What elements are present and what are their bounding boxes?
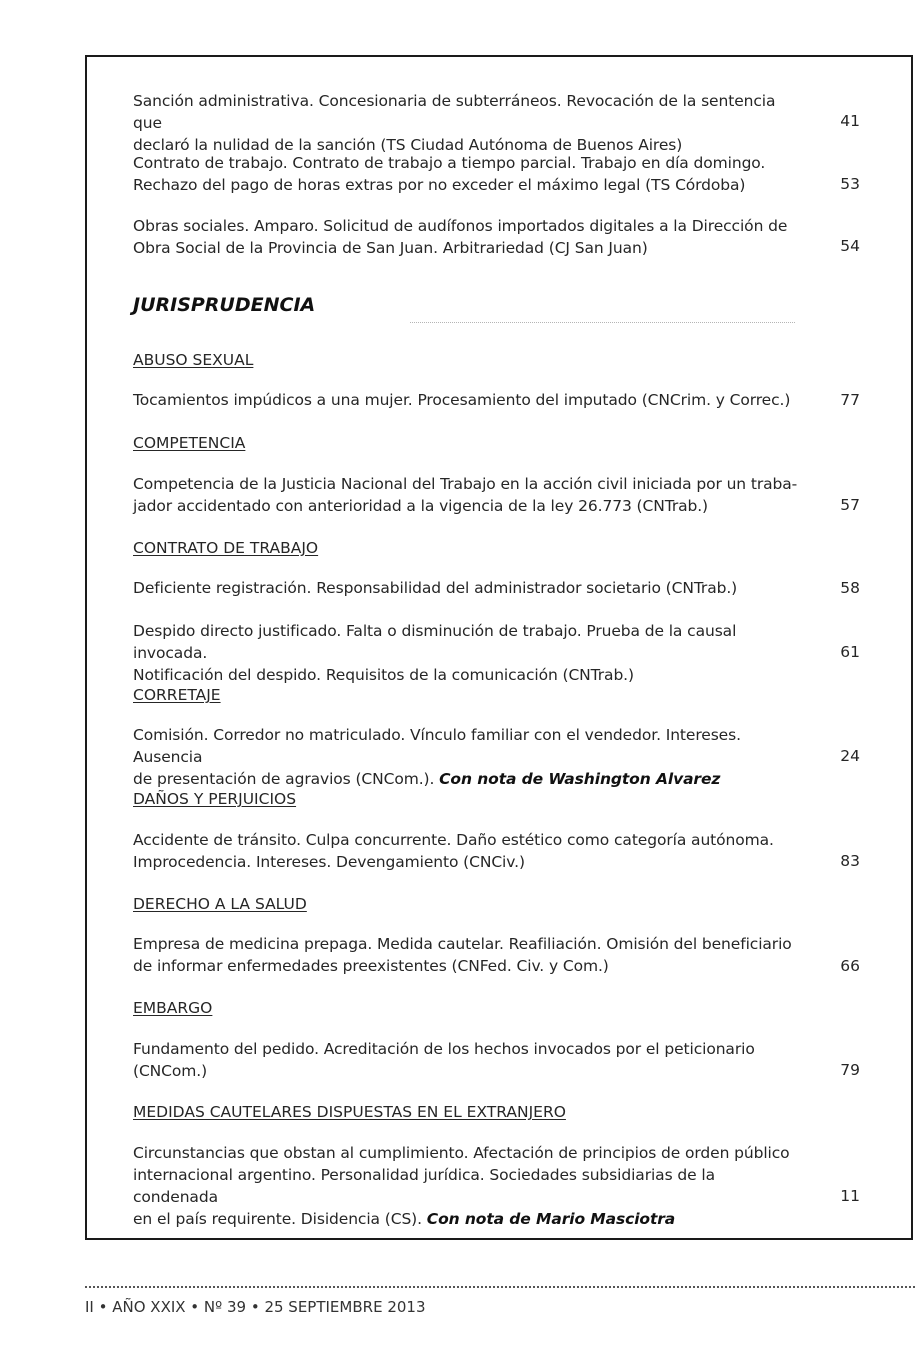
page-number: 79 — [840, 1061, 860, 1079]
category-title: CONTRATO DE TRABAJO — [133, 539, 319, 557]
list-item — [133, 577, 798, 599]
page-number: 77 — [840, 391, 860, 409]
list-item — [133, 90, 798, 156]
page-number: 41 — [840, 112, 860, 130]
category-title: EMBARGO — [133, 999, 213, 1017]
list-item — [133, 215, 798, 259]
entry-text: Comisión. Corredor no matriculado. Vínculo familiar con el vendedor. Intereses. Ausencia de presentación de agravios (CNCom.). — [133, 726, 741, 788]
page-number: 11 — [840, 1187, 860, 1205]
page-number: 66 — [840, 957, 860, 975]
entry-text: Fundamento del pedido. Acreditación de los hechos invocados por el peticionario (CNCom.) — [133, 1040, 755, 1080]
page-number: 61 — [840, 643, 860, 661]
page-number: 58 — [840, 579, 860, 597]
list-item — [133, 829, 798, 873]
category-title: DAÑOS Y PERJUICIOS — [133, 790, 297, 808]
list-item — [133, 389, 798, 411]
entry-text: Tocamientos impúdicos a una mujer. Procesamiento del imputado (CNCrim. y Correc.) — [133, 391, 791, 409]
entry-text: Sanción administrativa. Concesionaria de subterráneos. Revocación de la sentencia que declaró la nulidad de la sanción (TS Ciudad Autónoma de Buenos Aires) — [133, 92, 776, 154]
entry-text: Competencia de la Justicia Nacional del Trabajo en la acción civil iniciada por un traba- jador accidentado con anterioridad a la vigencia de la ley 26.773 (CNTrab.) — [133, 475, 798, 515]
entry-text: Accidente de tránsito. Culpa concurrente. Daño estético como categoría autónoma. Improcedencia. Intereses. Devengamiento (CNCiv.) — [133, 831, 774, 871]
entry-text: Circunstancias que obstan al cumplimiento. Afectación de principios de orden público internacional argentino. Personalidad jurídica. Sociedades subsidiarias de la condenada en el país requirente. Disidencia (CS). — [133, 1144, 790, 1228]
entry-text: Empresa de medicina prepaga. Medida cautelar. Reafiliación. Omisión del beneficiario de informar enfermedades preexistentes (CNFed. Civ. y Com.) — [133, 935, 792, 975]
list-item — [133, 1142, 798, 1230]
entry-text: Obras sociales. Amparo. Solicitud de audífonos importados digitales a la Dirección de Obra Social de la Provincia de San Juan. Arbitrariedad (CJ San Juan) — [133, 217, 788, 257]
author-note: Con nota de Mario Masciotra — [426, 1210, 676, 1228]
footer-divider — [85, 1286, 915, 1288]
page-number: 24 — [840, 747, 860, 765]
page-number: 54 — [840, 237, 860, 255]
list-item — [133, 933, 798, 977]
author-note: Con nota de Washington Alvarez — [439, 770, 721, 788]
list-item — [133, 724, 798, 790]
category-title: COMPETENCIA — [133, 434, 246, 452]
section-heading: JURISPRUDENCIA — [133, 294, 316, 316]
list-item — [133, 620, 798, 686]
page-number: 53 — [840, 175, 860, 193]
entry-text: Despido directo justificado. Falta o disminución de trabajo. Prueba de la causal invocada. Notificación del despido. Requisitos de la comunicación (CNTrab.) — [133, 622, 737, 684]
list-item — [133, 473, 798, 517]
page-number: 57 — [840, 496, 860, 514]
heading-divider — [410, 322, 795, 323]
category-title: MEDIDAS CAUTELARES DISPUESTAS EN EL EXTRANJERO — [133, 1103, 566, 1121]
list-item — [133, 1038, 798, 1082]
category-title: ABUSO SEXUAL — [133, 351, 254, 369]
footer-issue-info: II • AÑO XXIX • Nº 39 • 25 SEPTIEMBRE 2013 — [85, 1298, 426, 1316]
entry-text: Deficiente registración. Responsabilidad del administrador societario (CNTrab.) — [133, 579, 738, 597]
entry-text: Contrato de trabajo. Contrato de trabajo a tiempo parcial. Trabajo en día domingo. Rechazo del pago de horas extras por no exceder el máximo legal (TS Córdoba) — [133, 154, 766, 194]
category-title: DERECHO A LA SALUD — [133, 895, 307, 913]
list-item — [133, 152, 798, 196]
category-title: CORRETAJE — [133, 686, 221, 704]
page-number: 83 — [840, 852, 860, 870]
